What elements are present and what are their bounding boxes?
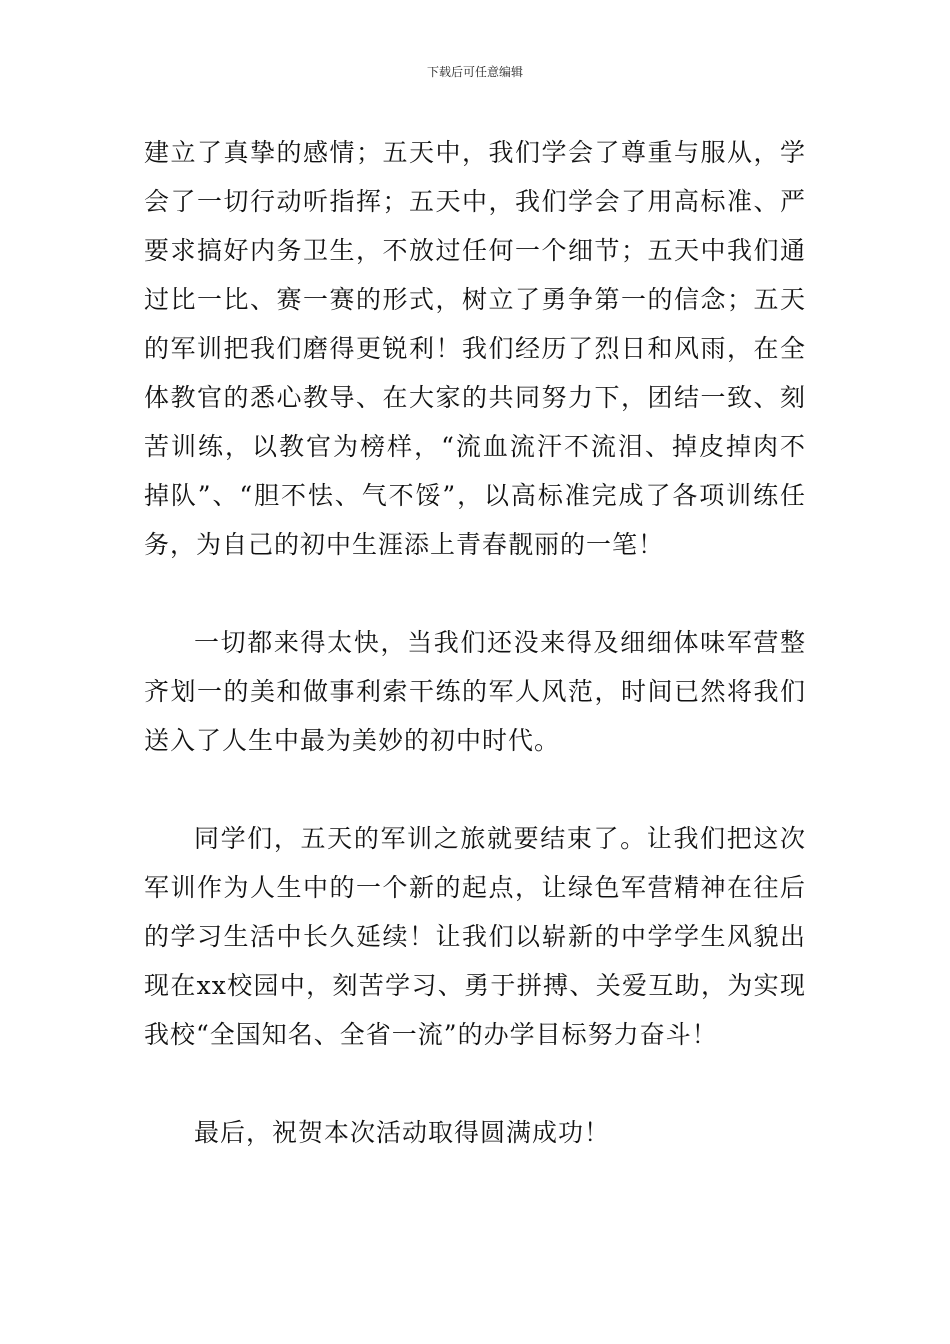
paragraph-1: 建立了真挚的感情；五天中，我们学会了尊重与服从，学会了一切行动听指挥；五天中，我们学会了用高标准、严要求搞好内务卫生，不放过任何一个细节；五天中我们通过比一比、赛一赛的形式，树立了勇争第一的信念；五天的军训把我们磨得更锐利！我们经历了烈日和风雨，在全体教官的悉心教导、在大家的共同努力下，团结一致、刻苦训练，以教官为榜样，“流血流汗不流泪、掉皮掉肉不掉队”、“胆不怯、气不馁”，以高标准完成了各项训练任务，为自己的初中生涯添上青春靓丽的一笔！	[144, 138, 806, 559]
header-note: 下载后可任意编辑	[426, 65, 523, 79]
paragraph-4: 最后，祝贺本次活动取得圆满成功！	[194, 1118, 611, 1147]
document-body	[144, 128, 806, 1157]
paragraph-3: 同学们，五天的军训之旅就要结束了。让我们把这次军训作为人生中的一个新的起点，让绿色军营精神在往后的学习生活中长久延续！让我们以崭新的中学学生风貌出现在xx校园中，刻苦学习、勇于拼搏、关爱互助，为实现我校“全国知名、全省一流”的办学目标努力奋斗！	[144, 824, 806, 1049]
paragraph-2: 一切都来得太快，当我们还没来得及细细体味军营整齐划一的美和做事利索干练的军人风范，时间已然将我们送入了人生中最为美妙的初中时代。	[144, 628, 806, 755]
